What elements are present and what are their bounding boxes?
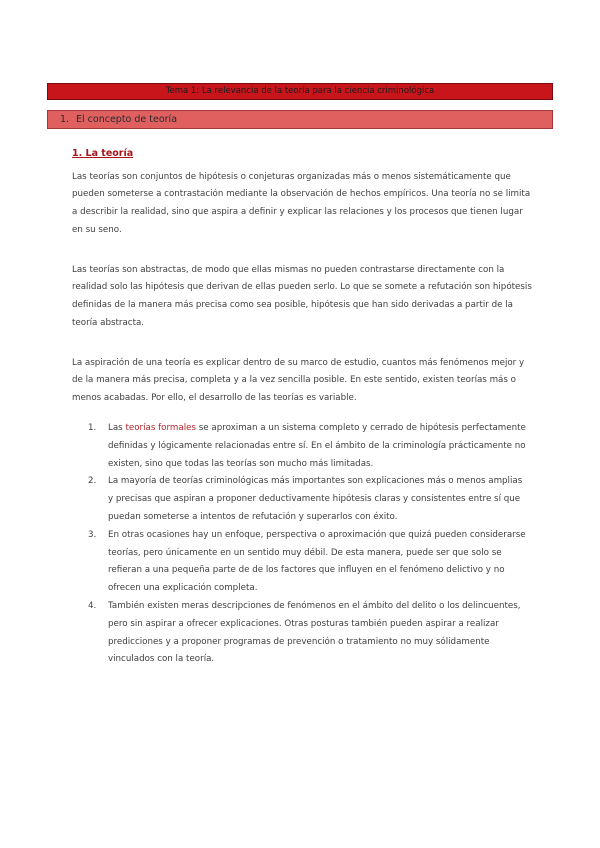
list-item-text: En otras ocasiones hay un enfoque, perspectiva o aproximación que quizá pueden considerarse teorías, pero únicamente en un sentido muy débil. De esta manera, puede ser que solo se refieran a una pequeña parte de de los factores que influyen en el fenómeno delictivo y no ofrecen una explicación completa. xyxy=(108,529,526,594)
list-item-text: También existen meras descripciones de fenómenos en el ámbito del delito o los delincuentes, pero sin aspirar a ofrecer explicaciones. Otras posturas también pueden aspirar a realizar predicciones y a proponer programas de prevención o tratamiento no muy sólidamente vinculados con la teoría. xyxy=(108,600,521,665)
list-item xyxy=(88,527,526,598)
section-heading-bar xyxy=(47,110,553,129)
list-item-text: se aproximan a un sistema completo y cerrado de hipótesis perfectamente definidas y lógicamente relacionadas entre sí. En el ámbito de la criminología prácticamente no existen, sino que todas las teorías son mucho más limitadas. xyxy=(108,423,526,469)
document-title: Tema 1: La relevancia de la teoría para la ciencia criminológica xyxy=(165,86,435,96)
subsection-title: 1. La teoría xyxy=(72,148,134,159)
section-title: El concepto de teoría xyxy=(76,114,178,125)
list-item-number: 1. xyxy=(88,423,97,433)
document-title-bar xyxy=(47,83,553,100)
list-item xyxy=(88,598,526,669)
list-item-prefix: Las xyxy=(108,423,126,433)
paragraph-1: Las teorías son conjuntos de hipótesis o conjeturas organizadas más o menos sistemáticamente que pueden someterse a contrastación mediante la observación de hechos empíricos. Una teoría no se limita a describir la realidad, sino que aspira a definir y explicar las relaciones y los procesos que tienen lugar en su seno. xyxy=(72,171,531,236)
section-number: 1. xyxy=(60,114,70,125)
list-item-number: 4. xyxy=(88,600,97,611)
list-item-number: 2. xyxy=(88,476,97,487)
paragraph-2: Las teorías son abstractas, de modo que ellas mismas no pueden contrastarse directamente con la realidad solo las hipótesis que derivan de ellas pueden serlo. Lo que se somete a refutación son hipótesis definidas de la manera más precisa como sea posible, hipótesis que han sido derivadas a partir de la teoría abstracta. xyxy=(72,264,532,329)
list-item-number: 3. xyxy=(88,529,97,540)
theory-types-list xyxy=(88,420,526,669)
formal-theories-link[interactable]: teorías formales xyxy=(125,423,196,433)
list-item xyxy=(88,473,526,526)
list-item xyxy=(88,420,526,473)
paragraph-3: La aspiración de una teoría es explicar dentro de su marco de estudio, cuantos más fenómenos mejor y de la manera más precisa, completa y a la vez sencilla posible. En este sentido, existen teorías más o menos acabadas. Por ello, el desarrollo de las teorías es variable. xyxy=(72,357,525,404)
list-item-text: La mayoría de teorías criminológicas más importantes son explicaciones más o menos amplias y precisas que aspiran a proponer deductivamente hipótesis claras y consistentes entre sí que puedan someterse a intentos de refutación y superarlos con éxito. xyxy=(108,476,523,522)
